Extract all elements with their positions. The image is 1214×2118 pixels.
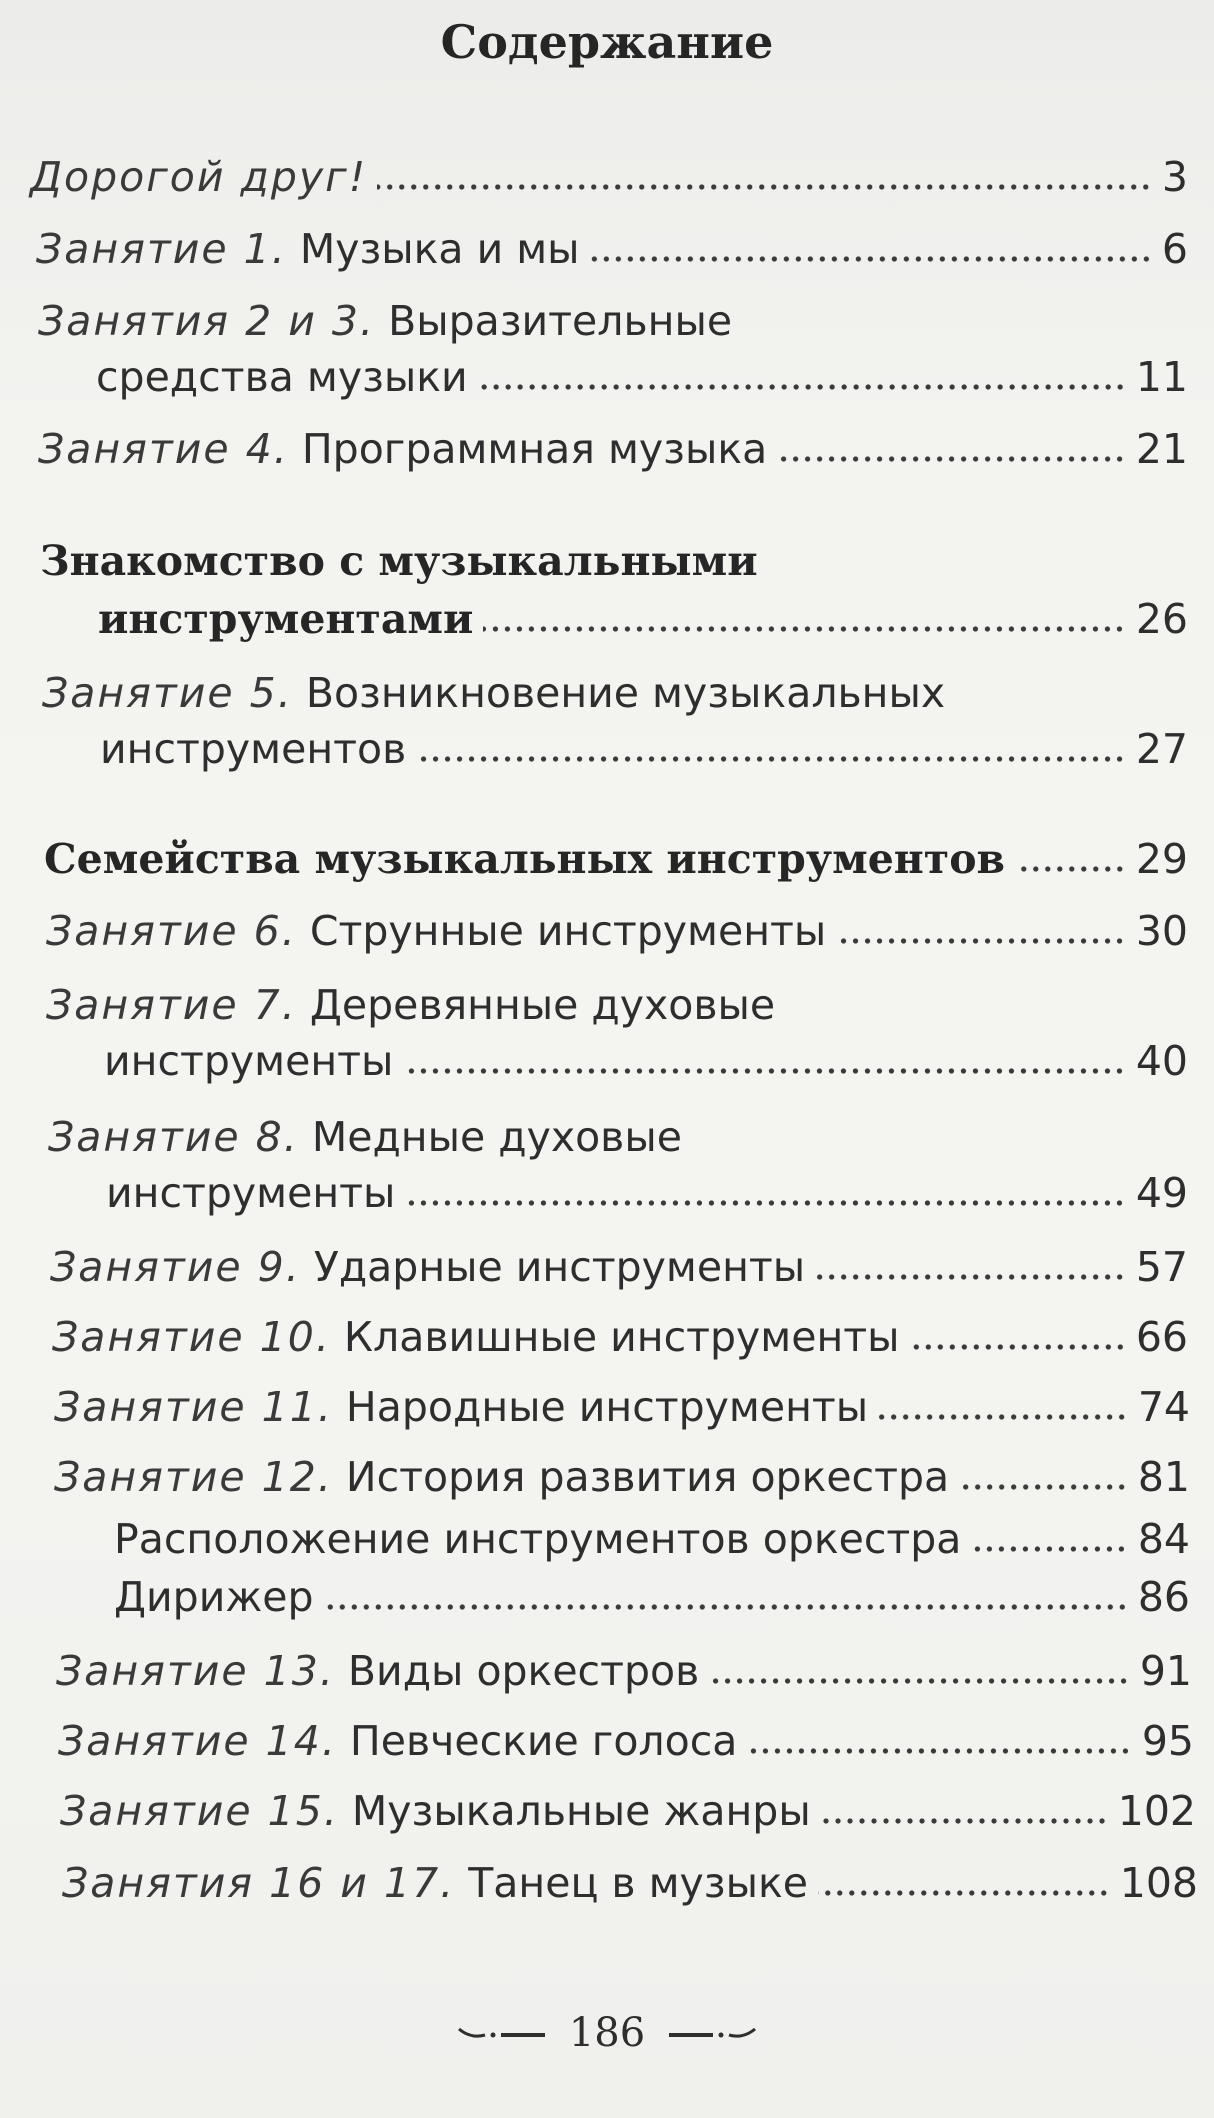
page-number: 84 bbox=[1137, 1515, 1190, 1563]
toc-entry-label bbox=[60, 1780, 811, 1842]
dot-leader bbox=[821, 1816, 1108, 1826]
lesson-number: Занятия 2 и 3. bbox=[38, 297, 376, 345]
entry-title: Музыка и мы bbox=[299, 225, 580, 273]
toc-subentry[interactable] bbox=[114, 1566, 1190, 1628]
toc-entry-label bbox=[54, 1376, 868, 1438]
toc-entry-label bbox=[100, 718, 406, 780]
toc-entry-continuation[interactable] bbox=[104, 1030, 1188, 1092]
page-number: 3 bbox=[1161, 153, 1188, 201]
dot-leader bbox=[416, 754, 1126, 764]
toc-entry-label bbox=[114, 1566, 314, 1628]
page-number: 21 bbox=[1135, 425, 1188, 473]
entry-title: Программная музыка bbox=[301, 425, 768, 473]
toc-entry-continuation[interactable] bbox=[96, 346, 1188, 408]
entry-title: Виды оркестров bbox=[347, 1647, 700, 1695]
entry-title: средства музыки bbox=[96, 353, 468, 401]
toc-entry[interactable] bbox=[62, 1852, 1198, 1914]
entry-title: Струнные инструменты bbox=[309, 907, 827, 955]
dot-leader bbox=[878, 1412, 1128, 1422]
toc-entry-label bbox=[48, 1106, 682, 1168]
page-number: 81 bbox=[1137, 1453, 1190, 1501]
dot-leader bbox=[405, 1198, 1125, 1208]
section-title: инструментами bbox=[98, 595, 474, 643]
section-title: Знакомство с музыкальными bbox=[40, 537, 758, 585]
ornament-left-icon bbox=[457, 2023, 547, 2043]
toc-entry[interactable] bbox=[52, 1306, 1188, 1368]
entry-title: Дирижер bbox=[114, 1573, 314, 1621]
entry-title: Клавишные инструменты bbox=[343, 1313, 900, 1361]
toc-entry-label bbox=[36, 218, 580, 280]
page-number: 91 bbox=[1139, 1647, 1192, 1695]
toc-entry-label bbox=[54, 1446, 949, 1508]
dot-leader bbox=[1015, 864, 1126, 874]
toc-entry-label bbox=[62, 1852, 808, 1914]
lesson-number: Занятия 16 и 17. bbox=[62, 1859, 456, 1907]
toc-entry[interactable] bbox=[54, 1376, 1190, 1438]
toc-entry-label bbox=[104, 1030, 393, 1092]
lesson-number: Занятие 11. bbox=[54, 1383, 333, 1431]
entry-title: Ударные инструменты bbox=[313, 1243, 806, 1291]
dot-leader bbox=[818, 1888, 1110, 1898]
dot-leader bbox=[815, 1272, 1126, 1282]
page-number: 49 bbox=[1135, 1169, 1188, 1217]
lesson-number: Дорогой друг! bbox=[30, 153, 368, 201]
dot-leader bbox=[403, 1066, 1125, 1076]
dot-leader bbox=[590, 254, 1152, 264]
toc-entry-continuation[interactable] bbox=[100, 718, 1188, 780]
entry-title: Танец в музыке bbox=[468, 1859, 808, 1907]
lesson-number: Занятие 13. bbox=[56, 1647, 335, 1695]
toc-entry-label bbox=[44, 828, 1005, 890]
entry-title: Расположение инструментов оркестра bbox=[114, 1515, 962, 1563]
toc-entry[interactable] bbox=[48, 1106, 1188, 1168]
toc-entry-label bbox=[30, 146, 367, 208]
page-number: 6 bbox=[1161, 225, 1188, 273]
toc-section[interactable] bbox=[40, 530, 1188, 592]
lesson-number: Занятие 1. bbox=[36, 225, 287, 273]
entry-title: Музыкальные жанры bbox=[351, 1787, 811, 1835]
toc-entry-label bbox=[46, 900, 826, 962]
toc-section-continuation[interactable] bbox=[98, 588, 1188, 650]
lesson-number: Занятие 9. bbox=[50, 1243, 301, 1291]
toc-entry-label bbox=[114, 1508, 961, 1570]
entry-title: Медные духовые bbox=[311, 1113, 682, 1161]
dot-leader bbox=[971, 1544, 1127, 1554]
page-number: 102 bbox=[1117, 1787, 1196, 1835]
toc-entry[interactable] bbox=[38, 290, 1188, 352]
toc-entry[interactable] bbox=[46, 900, 1188, 962]
toc-entry[interactable] bbox=[54, 1446, 1190, 1508]
toc-entry-label bbox=[106, 1162, 395, 1224]
entry-title: История развития оркестра bbox=[345, 1453, 950, 1501]
toc-entry-label bbox=[42, 662, 945, 724]
toc-entry[interactable] bbox=[60, 1780, 1196, 1842]
lesson-number: Занятие 6. bbox=[46, 907, 297, 955]
lesson-number: Занятие 10. bbox=[52, 1313, 331, 1361]
dot-leader bbox=[777, 454, 1126, 464]
page-number: 86 bbox=[1137, 1573, 1190, 1621]
entry-title: инструментов bbox=[100, 725, 407, 773]
toc-entry[interactable] bbox=[30, 146, 1188, 208]
toc-entry-label bbox=[46, 974, 775, 1036]
page-number: 40 bbox=[1135, 1037, 1188, 1085]
entry-title: Певческие голоса bbox=[349, 1717, 738, 1765]
entry-title: инструменты bbox=[106, 1169, 396, 1217]
toc-entry[interactable] bbox=[38, 418, 1188, 480]
page-footer bbox=[0, 1998, 1214, 2068]
ornament-right-icon bbox=[667, 2023, 757, 2043]
page-number: 11 bbox=[1135, 353, 1188, 401]
toc-entry[interactable] bbox=[50, 1236, 1188, 1298]
toc-entry[interactable] bbox=[56, 1640, 1192, 1702]
page-number: 74 bbox=[1137, 1383, 1190, 1431]
lesson-number: Занятие 4. bbox=[38, 425, 289, 473]
dot-leader bbox=[747, 1746, 1131, 1756]
page-number: 95 bbox=[1141, 1717, 1194, 1765]
dot-leader bbox=[836, 936, 1126, 946]
toc-entry-label bbox=[40, 530, 758, 592]
dot-leader bbox=[377, 182, 1152, 192]
entry-title: Народные инструменты bbox=[345, 1383, 869, 1431]
toc-entry-label bbox=[38, 418, 767, 480]
lesson-number: Занятие 14. bbox=[58, 1717, 337, 1765]
page-number-footer: 186 bbox=[568, 2010, 646, 2056]
toc-entry-label bbox=[98, 588, 473, 650]
entry-title: Выразительные bbox=[388, 297, 733, 345]
toc-section[interactable] bbox=[44, 828, 1188, 890]
page-number: 108 bbox=[1119, 1859, 1198, 1907]
toc-entry[interactable] bbox=[46, 974, 1188, 1036]
dot-leader bbox=[483, 624, 1125, 634]
toc-entry-label bbox=[38, 290, 732, 352]
toc-entry-label bbox=[96, 346, 468, 408]
entry-title: инструменты bbox=[104, 1037, 394, 1085]
entry-title: Деревянные духовые bbox=[309, 981, 776, 1029]
toc-entry[interactable] bbox=[58, 1710, 1194, 1772]
page-number: 29 bbox=[1135, 835, 1188, 883]
lesson-number: Занятие 8. bbox=[48, 1113, 299, 1161]
dot-leader bbox=[959, 1482, 1128, 1492]
lesson-number: Занятие 7. bbox=[46, 981, 297, 1029]
toc-entry[interactable] bbox=[42, 662, 1188, 724]
lesson-number: Занятие 12. bbox=[54, 1453, 333, 1501]
toc-entry-label bbox=[56, 1640, 699, 1702]
lesson-number: Занятие 15. bbox=[60, 1787, 339, 1835]
section-title: Семейства музыкальных инструментов bbox=[44, 835, 1006, 883]
page-number: 26 bbox=[1135, 595, 1188, 643]
page-title: Содержание bbox=[440, 15, 774, 69]
page-number: 27 bbox=[1135, 725, 1188, 773]
page-number: 30 bbox=[1135, 907, 1188, 955]
toc-entry-continuation[interactable] bbox=[106, 1162, 1188, 1224]
page-number: 66 bbox=[1135, 1313, 1188, 1361]
toc-entry-label bbox=[58, 1710, 737, 1772]
toc-entry[interactable] bbox=[36, 218, 1188, 280]
entry-title: Возникновение музыкальных bbox=[305, 669, 946, 717]
page-number: 57 bbox=[1135, 1243, 1188, 1291]
toc-subentry[interactable] bbox=[114, 1508, 1190, 1570]
dot-leader bbox=[910, 1342, 1126, 1352]
dot-leader bbox=[324, 1602, 1128, 1612]
toc-entry-label bbox=[52, 1306, 900, 1368]
dot-leader bbox=[709, 1676, 1130, 1686]
lesson-number: Занятие 5. bbox=[42, 669, 293, 717]
dot-leader bbox=[478, 382, 1126, 392]
toc-entry-label bbox=[50, 1236, 805, 1298]
